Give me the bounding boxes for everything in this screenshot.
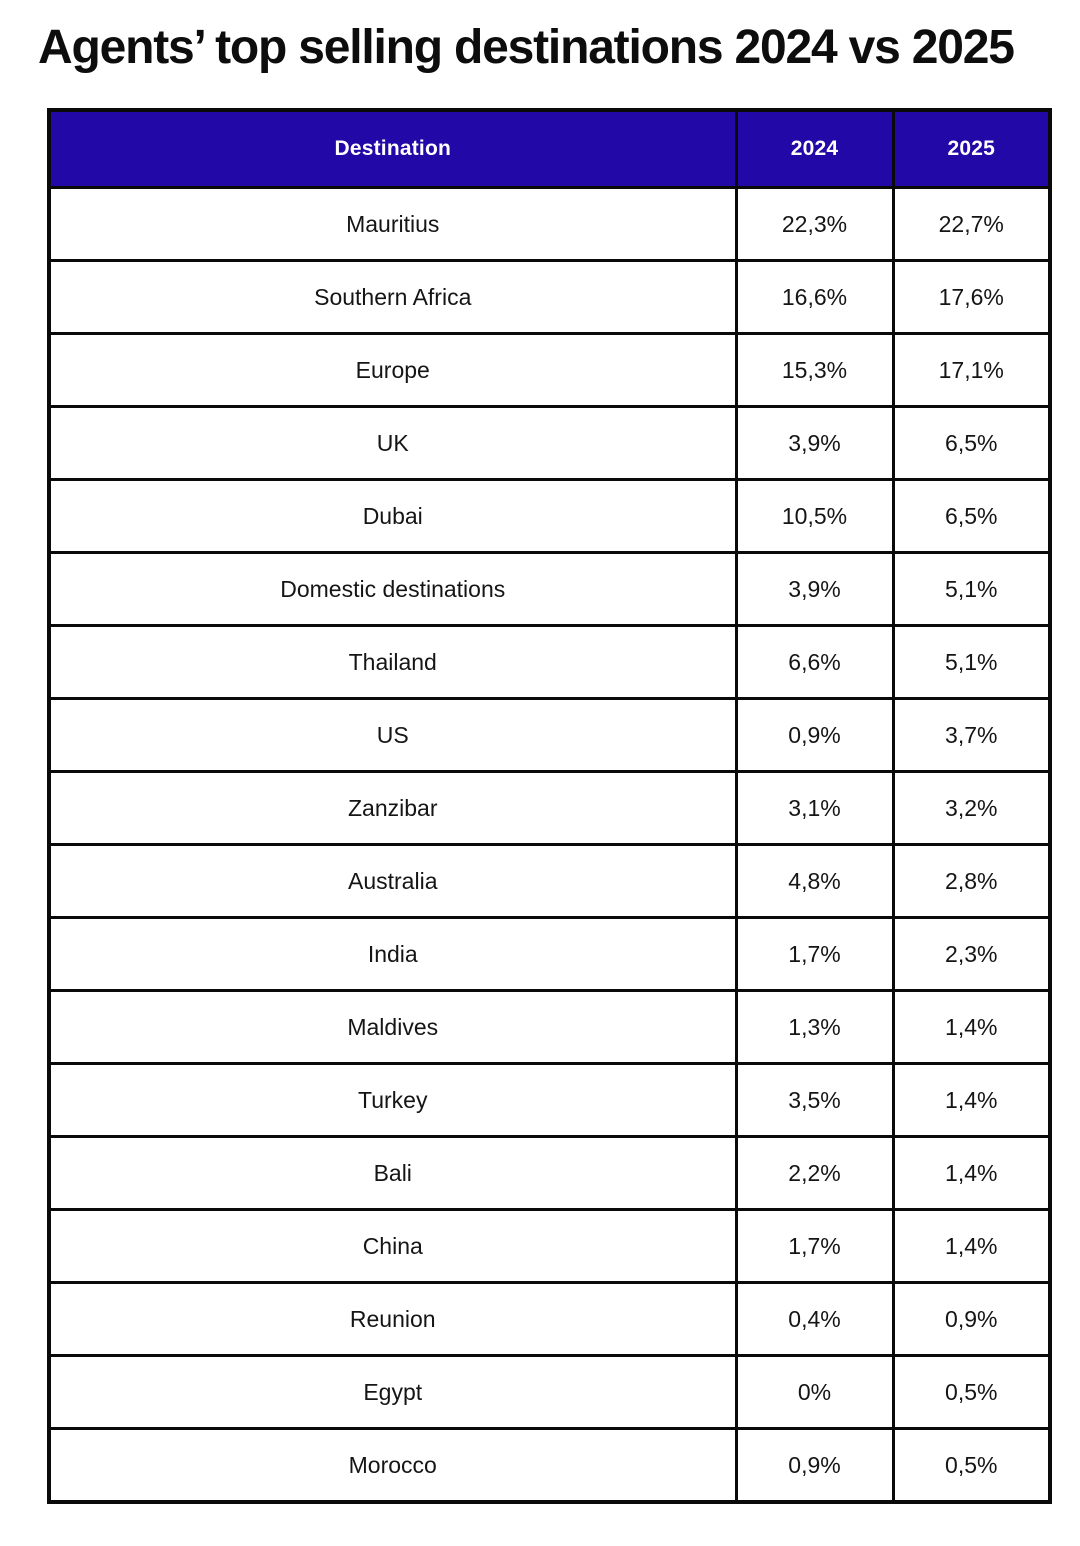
value-2025-cell: 0,5% [893, 1429, 1050, 1503]
destination-cell: Southern Africa [49, 261, 736, 334]
destination-cell: Zanzibar [49, 772, 736, 845]
page-title: Agents’ top selling destinations 2024 vs 2025 [38, 21, 1014, 74]
destination-cell: Reunion [49, 1283, 736, 1356]
table-row [49, 188, 1050, 261]
value-2025-cell: 2,3% [893, 918, 1050, 991]
table-row [49, 1429, 1050, 1503]
value-2025-cell: 2,8% [893, 845, 1050, 918]
destination-cell: Egypt [49, 1356, 736, 1429]
table-row [49, 261, 1050, 334]
table-row [49, 1356, 1050, 1429]
value-2024-cell: 16,6% [736, 261, 893, 334]
table-row [49, 1137, 1050, 1210]
value-2025-cell: 0,5% [893, 1356, 1050, 1429]
destination-cell: Europe [49, 334, 736, 407]
value-2025-cell: 1,4% [893, 1210, 1050, 1283]
destination-cell: Mauritius [49, 188, 736, 261]
table-row [49, 1210, 1050, 1283]
table-row [49, 553, 1050, 626]
table-row [49, 480, 1050, 553]
value-2025-cell: 3,7% [893, 699, 1050, 772]
value-2025-cell: 17,6% [893, 261, 1050, 334]
value-2024-cell: 22,3% [736, 188, 893, 261]
value-2025-cell: 22,7% [893, 188, 1050, 261]
destination-cell: India [49, 918, 736, 991]
column-header-2025: 2025 [893, 110, 1050, 188]
value-2025-cell: 5,1% [893, 626, 1050, 699]
value-2025-cell: 6,5% [893, 407, 1050, 480]
destination-cell: Bali [49, 1137, 736, 1210]
value-2024-cell: 6,6% [736, 626, 893, 699]
value-2024-cell: 3,9% [736, 407, 893, 480]
table-row [49, 918, 1050, 991]
table-row [49, 334, 1050, 407]
table-row [49, 407, 1050, 480]
value-2024-cell: 0% [736, 1356, 893, 1429]
value-2024-cell: 0,9% [736, 1429, 893, 1503]
destination-cell: Morocco [49, 1429, 736, 1503]
value-2024-cell: 3,5% [736, 1064, 893, 1137]
column-header-destination: Destination [49, 110, 736, 188]
destination-cell: Domestic destinations [49, 553, 736, 626]
value-2024-cell: 0,4% [736, 1283, 893, 1356]
value-2024-cell: 1,7% [736, 1210, 893, 1283]
table-row [49, 991, 1050, 1064]
destination-cell: Turkey [49, 1064, 736, 1137]
table-row [49, 1064, 1050, 1137]
destination-cell: UK [49, 407, 736, 480]
value-2025-cell: 1,4% [893, 991, 1050, 1064]
value-2024-cell: 15,3% [736, 334, 893, 407]
table-row [49, 626, 1050, 699]
value-2024-cell: 1,3% [736, 991, 893, 1064]
destinations-table [47, 108, 1052, 1504]
destination-cell: China [49, 1210, 736, 1283]
destination-cell: Maldives [49, 991, 736, 1064]
destination-cell: Dubai [49, 480, 736, 553]
value-2024-cell: 0,9% [736, 699, 893, 772]
value-2024-cell: 10,5% [736, 480, 893, 553]
value-2025-cell: 3,2% [893, 772, 1050, 845]
table-row [49, 699, 1050, 772]
destination-cell: US [49, 699, 736, 772]
value-2025-cell: 1,4% [893, 1064, 1050, 1137]
value-2025-cell: 6,5% [893, 480, 1050, 553]
destination-cell: Australia [49, 845, 736, 918]
table-row [49, 772, 1050, 845]
column-header-2024: 2024 [736, 110, 893, 188]
table-header-row [49, 110, 1050, 188]
value-2024-cell: 3,1% [736, 772, 893, 845]
value-2025-cell: 17,1% [893, 334, 1050, 407]
value-2025-cell: 0,9% [893, 1283, 1050, 1356]
table-row [49, 845, 1050, 918]
value-2025-cell: 5,1% [893, 553, 1050, 626]
value-2024-cell: 2,2% [736, 1137, 893, 1210]
value-2024-cell: 4,8% [736, 845, 893, 918]
destination-cell: Thailand [49, 626, 736, 699]
value-2024-cell: 3,9% [736, 553, 893, 626]
table-row [49, 1283, 1050, 1356]
value-2024-cell: 1,7% [736, 918, 893, 991]
table-body [49, 188, 1050, 1503]
value-2025-cell: 1,4% [893, 1137, 1050, 1210]
